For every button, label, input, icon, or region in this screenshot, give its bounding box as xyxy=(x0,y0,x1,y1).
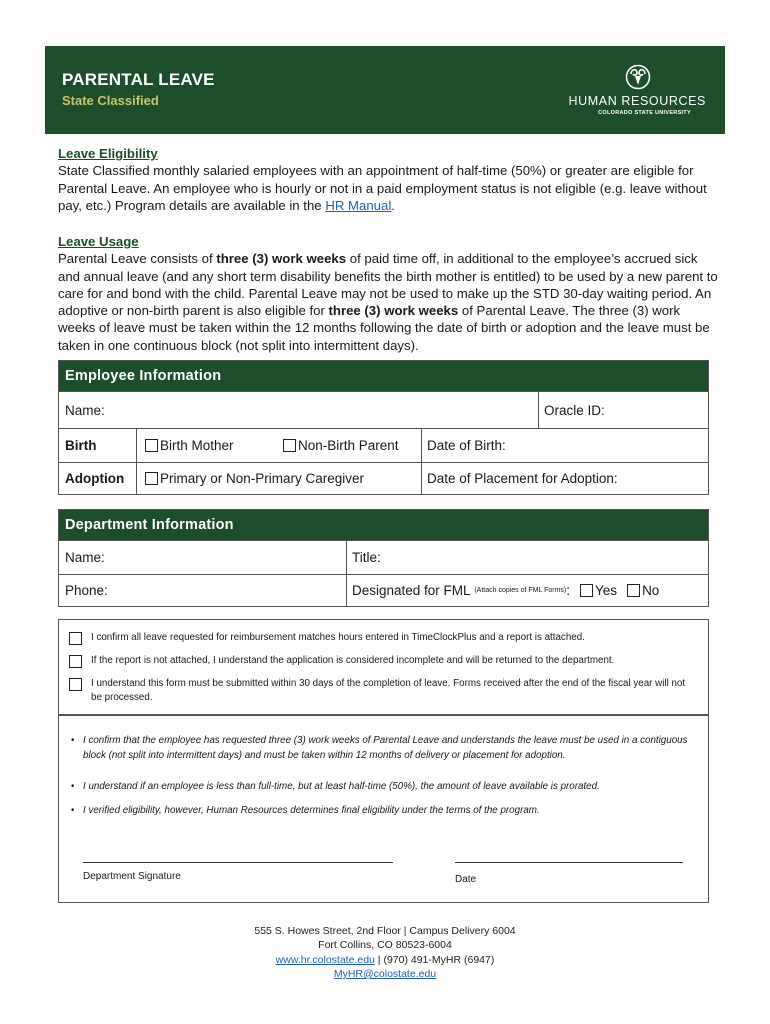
employee-info-title: Employee Information xyxy=(59,361,708,391)
fml-designation: Designated for FML (Attach copies of FML Forms) : Yes No xyxy=(352,583,660,598)
form-title: PARENTAL LEAVE xyxy=(62,70,215,89)
dept-name-row xyxy=(59,540,708,574)
eligibility-section xyxy=(58,145,718,214)
hr-logo-text: HUMAN RESOURCES xyxy=(568,94,706,108)
adoption-row xyxy=(59,462,708,494)
eligibility-text: State Classified monthly salaried employees with an appointment of half-time (50%) or greater are eligible for Parental Leave. An employee who is hourly or not in a paid employment status is not eligible (e.g. leave without pay, etc.) Program details are available in the HR Manual. xyxy=(58,163,707,213)
form-subtitle: State Classified xyxy=(62,93,159,108)
oracle-id-field[interactable]: Oracle ID: xyxy=(544,402,605,418)
attestation-item: • I verified eligibility, however, Human Resources determines final eligibility under the terms of the program. xyxy=(71,805,540,816)
confirm-checkbox[interactable] xyxy=(69,632,82,645)
csu-logo-text: COLORADO STATE UNIVERSITY xyxy=(598,110,691,116)
footer xyxy=(0,924,770,981)
date-of-birth-field[interactable]: Date of Birth: xyxy=(427,438,506,453)
employee-name-row xyxy=(59,391,708,428)
dept-title-field[interactable]: Title: xyxy=(352,550,381,565)
employee-info-table xyxy=(58,360,709,495)
footer-city: Fort Collins, CO 80523-6004 xyxy=(318,939,452,952)
dept-phone-field[interactable]: Phone: xyxy=(65,583,108,598)
confirmation-section xyxy=(58,619,709,715)
confirm-checkbox[interactable] xyxy=(69,678,82,691)
birth-row xyxy=(59,428,708,462)
attestation-section xyxy=(58,715,709,903)
non-birth-parent-checkbox[interactable]: Non-Birth Parent xyxy=(277,429,399,462)
department-signature-line[interactable] xyxy=(83,862,393,863)
website-link[interactable]: www.hr.colostate.edu xyxy=(275,953,375,966)
usage-heading: Leave Usage xyxy=(58,234,139,249)
birth-label: Birth xyxy=(65,438,97,453)
usage-section xyxy=(58,233,718,354)
footer-contact: www.hr.colostate.edu | (970) 491-MyHR (6947) xyxy=(275,953,495,966)
department-info-title: Department Information xyxy=(59,510,708,540)
ram-logo-icon xyxy=(625,64,651,90)
date-signature-line[interactable] xyxy=(455,862,683,863)
employee-name-field[interactable]: Name: xyxy=(65,402,105,418)
department-signature-label: Department Signature xyxy=(83,871,181,882)
caregiver-checkbox[interactable]: Primary or Non-Primary Caregiver xyxy=(139,463,364,494)
usage-text: Parental Leave consists of three (3) work weeks of paid time off, in additional to the employee’s accrued sick and annual leave (and any short term disability benefits the birth mother is entitled) to be used by a new parent to care for and bond with the child. Parental Leave may not be used to make up the STD 30-day waiting period. An adoptive or non-birth parent is also eligible for three (3) work weeks of Parental Leave. The three (3) work weeks of leave must be taken within the 12 months following the date of birth or adoption and the leave must be taken in one continuous block (not split into intermittent days). xyxy=(58,251,718,353)
confirm-timeclock[interactable]: I confirm all leave requested for reimbursement matches hours entered in TimeClockPlus and a report is attached. xyxy=(69,631,691,645)
confirm-deadline[interactable]: I understand this form must be submitted within 30 days of the completion of leave. Forms received after the end of the fiscal year will not be processed. xyxy=(69,677,691,704)
hr-manual-link[interactable]: HR Manual xyxy=(325,197,392,213)
attestation-item: • I understand if an employee is less than full-time, but at least half-time (50%), the amount of leave available is prorated. xyxy=(71,781,600,792)
department-info-table xyxy=(58,509,709,607)
email-link[interactable]: MyHR@colostate.edu xyxy=(333,967,437,980)
fml-no-checkbox[interactable]: No xyxy=(627,583,659,598)
confirm-checkbox[interactable] xyxy=(69,655,82,668)
adoption-label: Adoption xyxy=(65,471,125,486)
date-label: Date xyxy=(455,874,477,885)
eligibility-heading: Leave Eligibility xyxy=(58,146,158,161)
footer-address: 555 S. Howes Street, 2nd Floor | Campus Delivery 6004 xyxy=(254,925,516,937)
fml-yes-checkbox[interactable]: Yes xyxy=(580,583,617,598)
dept-phone-row xyxy=(59,574,708,606)
document-header xyxy=(45,46,725,134)
confirm-report[interactable]: If the report is not attached, I understand the application is considered incomplete and will be returned to the department. xyxy=(69,654,691,668)
placement-date-field[interactable]: Date of Placement for Adoption: xyxy=(427,471,618,486)
dept-name-field[interactable]: Name: xyxy=(65,550,105,565)
attestation-item: • I confirm that the employee has requested three (3) work weeks of Parental Leave and understands the leave must be used in a contiguous block (not split into intermittent days) and must be taken within 12 months of delivery or placement for adoption. xyxy=(71,735,688,761)
birth-mother-checkbox[interactable]: Birth Mother xyxy=(139,429,234,462)
